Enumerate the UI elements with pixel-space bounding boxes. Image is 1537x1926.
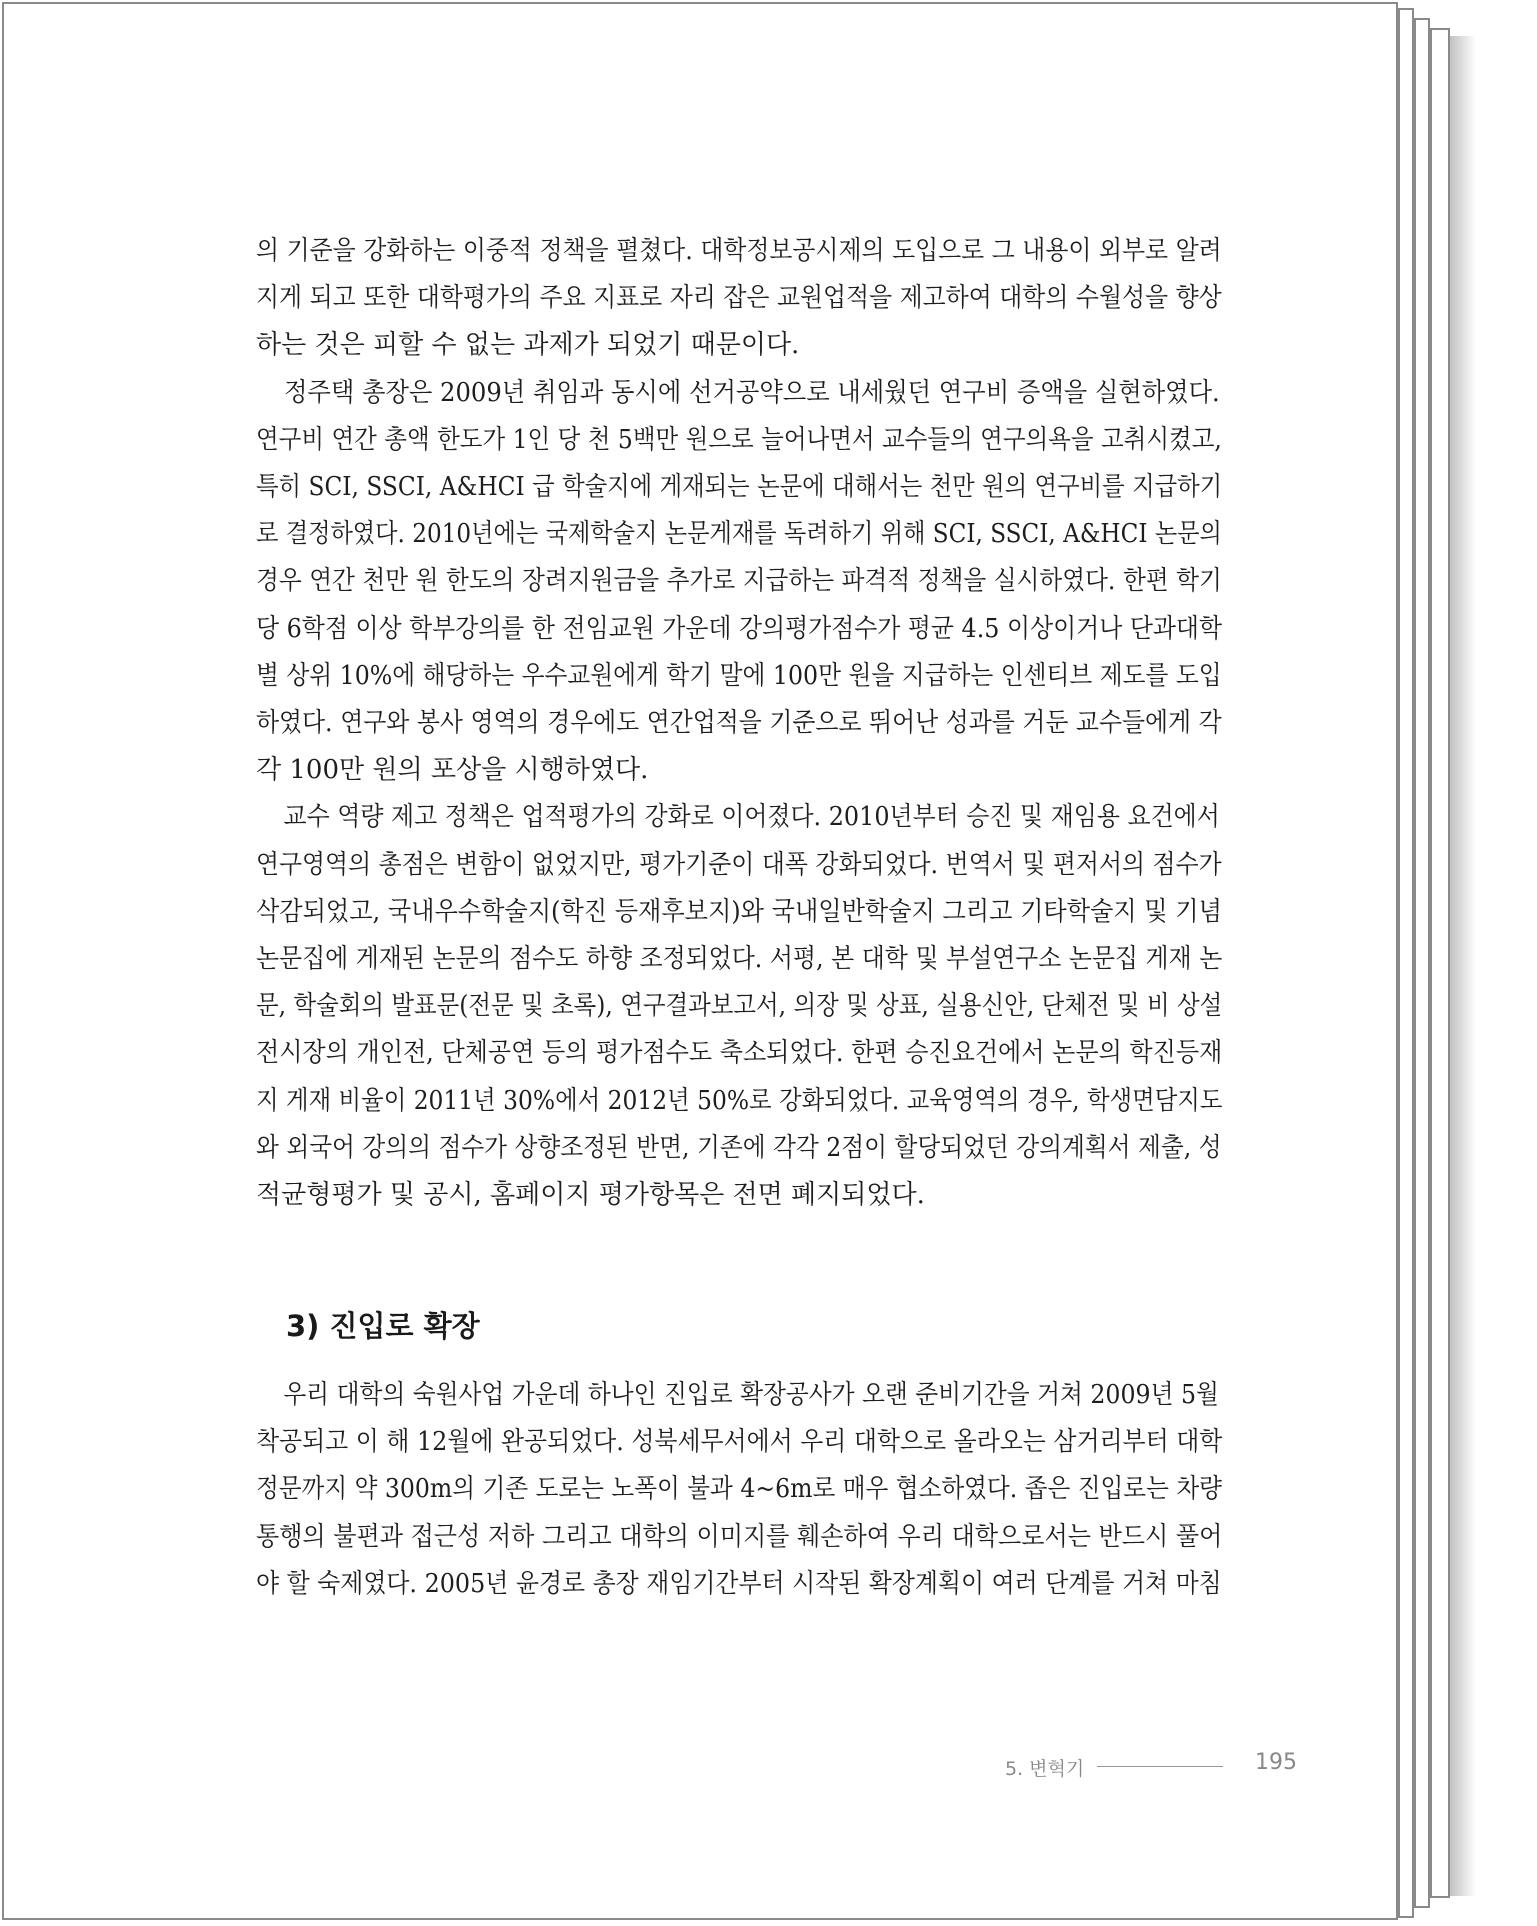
text-line: 각 100만 원의 포상을 시행하였다.: [256, 755, 649, 786]
text-line: 특히 SCI, SSCI, A&HCI 급 학술지에 게재되는 논문에 대해서는 천만 원의 연구비를 지급하기: [256, 472, 1223, 503]
body-text: [256, 228, 1222, 1219]
text-line: 지게 되고 또한 대학평가의 주요 지표로 자리 잡은 교원업적을 제고하여 대학의 수월성을 향상: [256, 283, 1222, 314]
text-line: 논문집에 게재된 논문의 점수도 하향 조정되었다. 서평, 본 대학 및 부설연구소 논문집 게재 논: [256, 944, 1223, 975]
body-text: [256, 1372, 1222, 1608]
text-line: 교수 역량 제고 정책은 업적평가의 강화로 이어졌다. 2010년부터 승진 및 재임용 요건에서: [283, 802, 1220, 833]
paragraph: [256, 794, 1222, 1219]
text-line: 적균형평가 및 공시, 홈페이지 평가항목은 전면 폐지되었다.: [256, 1180, 925, 1211]
text-line: 연구비 연간 총액 한도가 1인 당 천 5백만 원으로 늘어나면서 교수들의 연구의욕을 고취시켰고,: [256, 424, 1222, 455]
text-line: 지 게재 비율이 2011년 30%에서 2012년 50%로 강화되었다. 교육영역의 경우, 학생면담지도: [256, 1085, 1223, 1116]
text-line: 당 6학점 이상 학부강의를 한 전임교원 가운데 강의평가점수가 평균 4.5 이상이거나 단과대학: [256, 613, 1223, 644]
paragraph: [256, 370, 1222, 795]
text-line: 경우 연간 천만 원 한도의 장려지원금을 추가로 지급하는 파격적 정책을 실시하였다. 한편 학기: [256, 566, 1222, 597]
page-stack-edge: [1430, 28, 1450, 1898]
text-line: 와 외국어 강의의 점수가 상향조정된 반면, 기존에 각각 2점이 할당되었던 강의계획서 제출, 성: [256, 1132, 1222, 1163]
text-line: 문, 학술회의 발표문(전문 및 초록), 연구결과보고서, 의장 및 상표, 실용신안, 단체전 및 비 상설: [256, 991, 1223, 1022]
text-line: 정주택 총장은 2009년 취임과 동시에 선거공약으로 내세웠던 연구비 증액을 실현하였다.: [283, 377, 1220, 408]
text-line: 야 할 숙제였다. 2005년 윤경로 총장 재임기간부터 시작된 확장계획이 여러 단계를 거쳐 마침: [256, 1568, 1222, 1599]
paragraph: [256, 1372, 1222, 1608]
text-line: 로 결정하였다. 2010년에는 국제학술지 논문게재를 독려하기 위해 SCI, SSCI, A&HCI 논문의: [256, 519, 1222, 550]
text-line: 의 기준을 강화하는 이중적 정책을 펼쳤다. 대학정보공시제의 도입으로 그 내용이 외부로 알려: [256, 236, 1222, 266]
page-number: 195: [1255, 1750, 1297, 1775]
page-stack-shadow: [1448, 36, 1476, 1896]
text-line: 삭감되었고, 국내우수학술지(학진 등재후보지)와 국내일반학술지 그리고 기타학술지 및 기념: [256, 896, 1222, 927]
text-line: 하는 것은 피할 수 없는 과제가 되었기 때문이다.: [256, 330, 800, 361]
page-stack-edge: [1398, 8, 1414, 1918]
section-heading: 3) 진입로 확장: [286, 1309, 480, 1343]
text-line: 착공되고 이 해 12월에 완공되었다. 성북세무서에서 우리 대학으로 올라오는 삼거리부터 대학: [256, 1427, 1223, 1458]
text-line: 정문까지 약 300m의 기존 도로는 노폭이 불과 4~6m로 매우 협소하였다. 좁은 진입로는 차량: [256, 1474, 1222, 1505]
chapter-label: 5. 변혁기: [1005, 1758, 1085, 1780]
page-stack-edge: [1414, 18, 1430, 1908]
footer-rule: [1097, 1766, 1223, 1767]
text-line: 하였다. 연구와 봉사 영역의 경우에도 연간업적을 기준으로 뛰어난 성과를 거둔 교수들에게 각: [256, 708, 1222, 739]
page-footer: [1005, 1750, 1295, 1780]
text-line: 연구영역의 총점은 변함이 없었지만, 평가기준이 대폭 강화되었다. 번역서 및 편저서의 점수가: [256, 849, 1222, 880]
paragraph: [256, 228, 1222, 370]
text-line: 우리 대학의 숙원사업 가운데 하나인 진입로 확장공사가 오랜 준비기간을 거쳐 2009년 5월: [283, 1380, 1219, 1410]
text-line: 전시장의 개인전, 단체공연 등의 평가점수도 축소되었다. 한편 승진요건에서 논문의 학진등재: [256, 1038, 1223, 1069]
text-line: 별 상위 10%에 해당하는 우수교원에게 학기 말에 100만 원을 지급하는 인센티브 제도를 도입: [256, 660, 1222, 691]
text-line: 통행의 불편과 접근성 저하 그리고 대학의 이미지를 훼손하여 우리 대학으로서는 반드시 풀어: [256, 1521, 1223, 1552]
